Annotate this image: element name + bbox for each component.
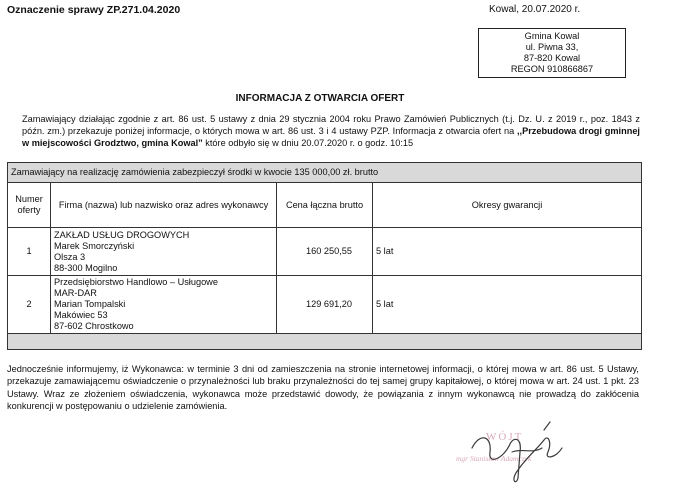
recipient-line: 87-820 Kowal: [523, 53, 581, 63]
company-line: 87-602 Chrostkowo: [54, 321, 134, 331]
case-number: Oznaczenie sprawy ZP.271.04.2020: [7, 4, 181, 16]
table-footer-row: [8, 334, 642, 350]
closing-paragraph: Jednocześnie informujemy, iż Wykonawca: w terminie 3 dni od zamieszczenia na stronie internetowej informacji, o której mowa w art. 86 ust. 5 Ustawy, przekazuje zamawiającemu oświadczenie o przynależności lub braku przynależności do tej samej grupy kapitałowej, o której mowa w art. 24 ust. 1 pkt. 23 Ustawy. Wraz ze złożeniem oświadczenia, wykonawca może przedstawić dowody, że powiązania z innym wykonawcą nie prowadzą do zakłócenia konkurencji w postępowaniu o udzielenie zamówienia.: [7, 364, 639, 412]
company-line: Przedsiębiorstwo Handlowo – Usługowe: [54, 277, 218, 287]
company-line: Marian Tompalski: [54, 299, 126, 309]
company-line: ZAKŁAD USŁUG DROGOWYCH: [54, 229, 190, 240]
header-warranty: Okresy gwarancji: [373, 183, 642, 228]
offer-company: [51, 228, 277, 276]
recipient-line: REGON 910866867: [510, 64, 594, 74]
header-price: Cena łączna brutto: [277, 183, 373, 228]
offer-number: 1: [8, 228, 51, 276]
offer-warranty: 5 lat: [373, 228, 642, 276]
recipient-line: ul. Piwna 33,: [525, 42, 579, 52]
offer-number: 2: [8, 276, 51, 334]
intro-paragraph: [22, 113, 640, 149]
table-row: [8, 228, 642, 276]
recipient-line: Gmina Kowal: [524, 31, 580, 41]
table-row: [8, 276, 642, 334]
offer-company: [51, 276, 277, 334]
document-title: INFORMACJA Z OTWARCIA OFERT: [235, 93, 405, 104]
company-line: Marek Smorczyński: [54, 240, 135, 251]
intro-text-end: które odbyło się w dniu 20.07.2020 r. o godz. 10:15: [202, 138, 414, 148]
budget-note: Zamawiający na realizację zamówienia zabezpieczył środki w kwocie 135 000,00 zł. brutto: [8, 163, 642, 183]
place-date: Kowal, 20.07.2020 r.: [489, 4, 581, 15]
stamp-name: mgr Stanisław Adamczyk: [456, 454, 532, 463]
project-name: ,,Przebudowa drogi gminnej w miejscowości Grodztwo, gmina Kowal”: [22, 126, 640, 148]
company-line: Makówiec 53: [54, 310, 108, 320]
company-line: 88-300 Mogilno: [54, 262, 118, 273]
signature-stamp: [452, 418, 592, 490]
company-line: Olsza 3: [54, 251, 86, 262]
empty-footer-cell: [8, 334, 642, 350]
stamp-title: WÓJT: [486, 431, 524, 443]
offer-price: 129 691,20: [277, 276, 373, 334]
offer-warranty: 5 lat: [373, 276, 642, 334]
offer-price: 160 250,55: [277, 228, 373, 276]
offers-table: [7, 162, 642, 350]
company-line: MAR-DAR: [54, 288, 97, 298]
header-company: Firma (nazwa) lub nazwisko oraz adres wykonawcy: [51, 183, 277, 228]
intro-text: Zamawiający działając zgodnie z art. 86 ust. 5 ustawy z dnia 29 stycznia 2004 roku Prawo Zamówień Publicznych (t.j. Dz. U. z 2019 r., poz. 1843 z późn. zm.) przekazuje poniżej informacje, o których mowa w art. 86 ust. 3 i 4 ustawy PZP. Informacja z otwarcia ofert na: [22, 114, 640, 136]
recipient-box: [478, 28, 626, 78]
header-number: Numer oferty: [8, 183, 51, 228]
